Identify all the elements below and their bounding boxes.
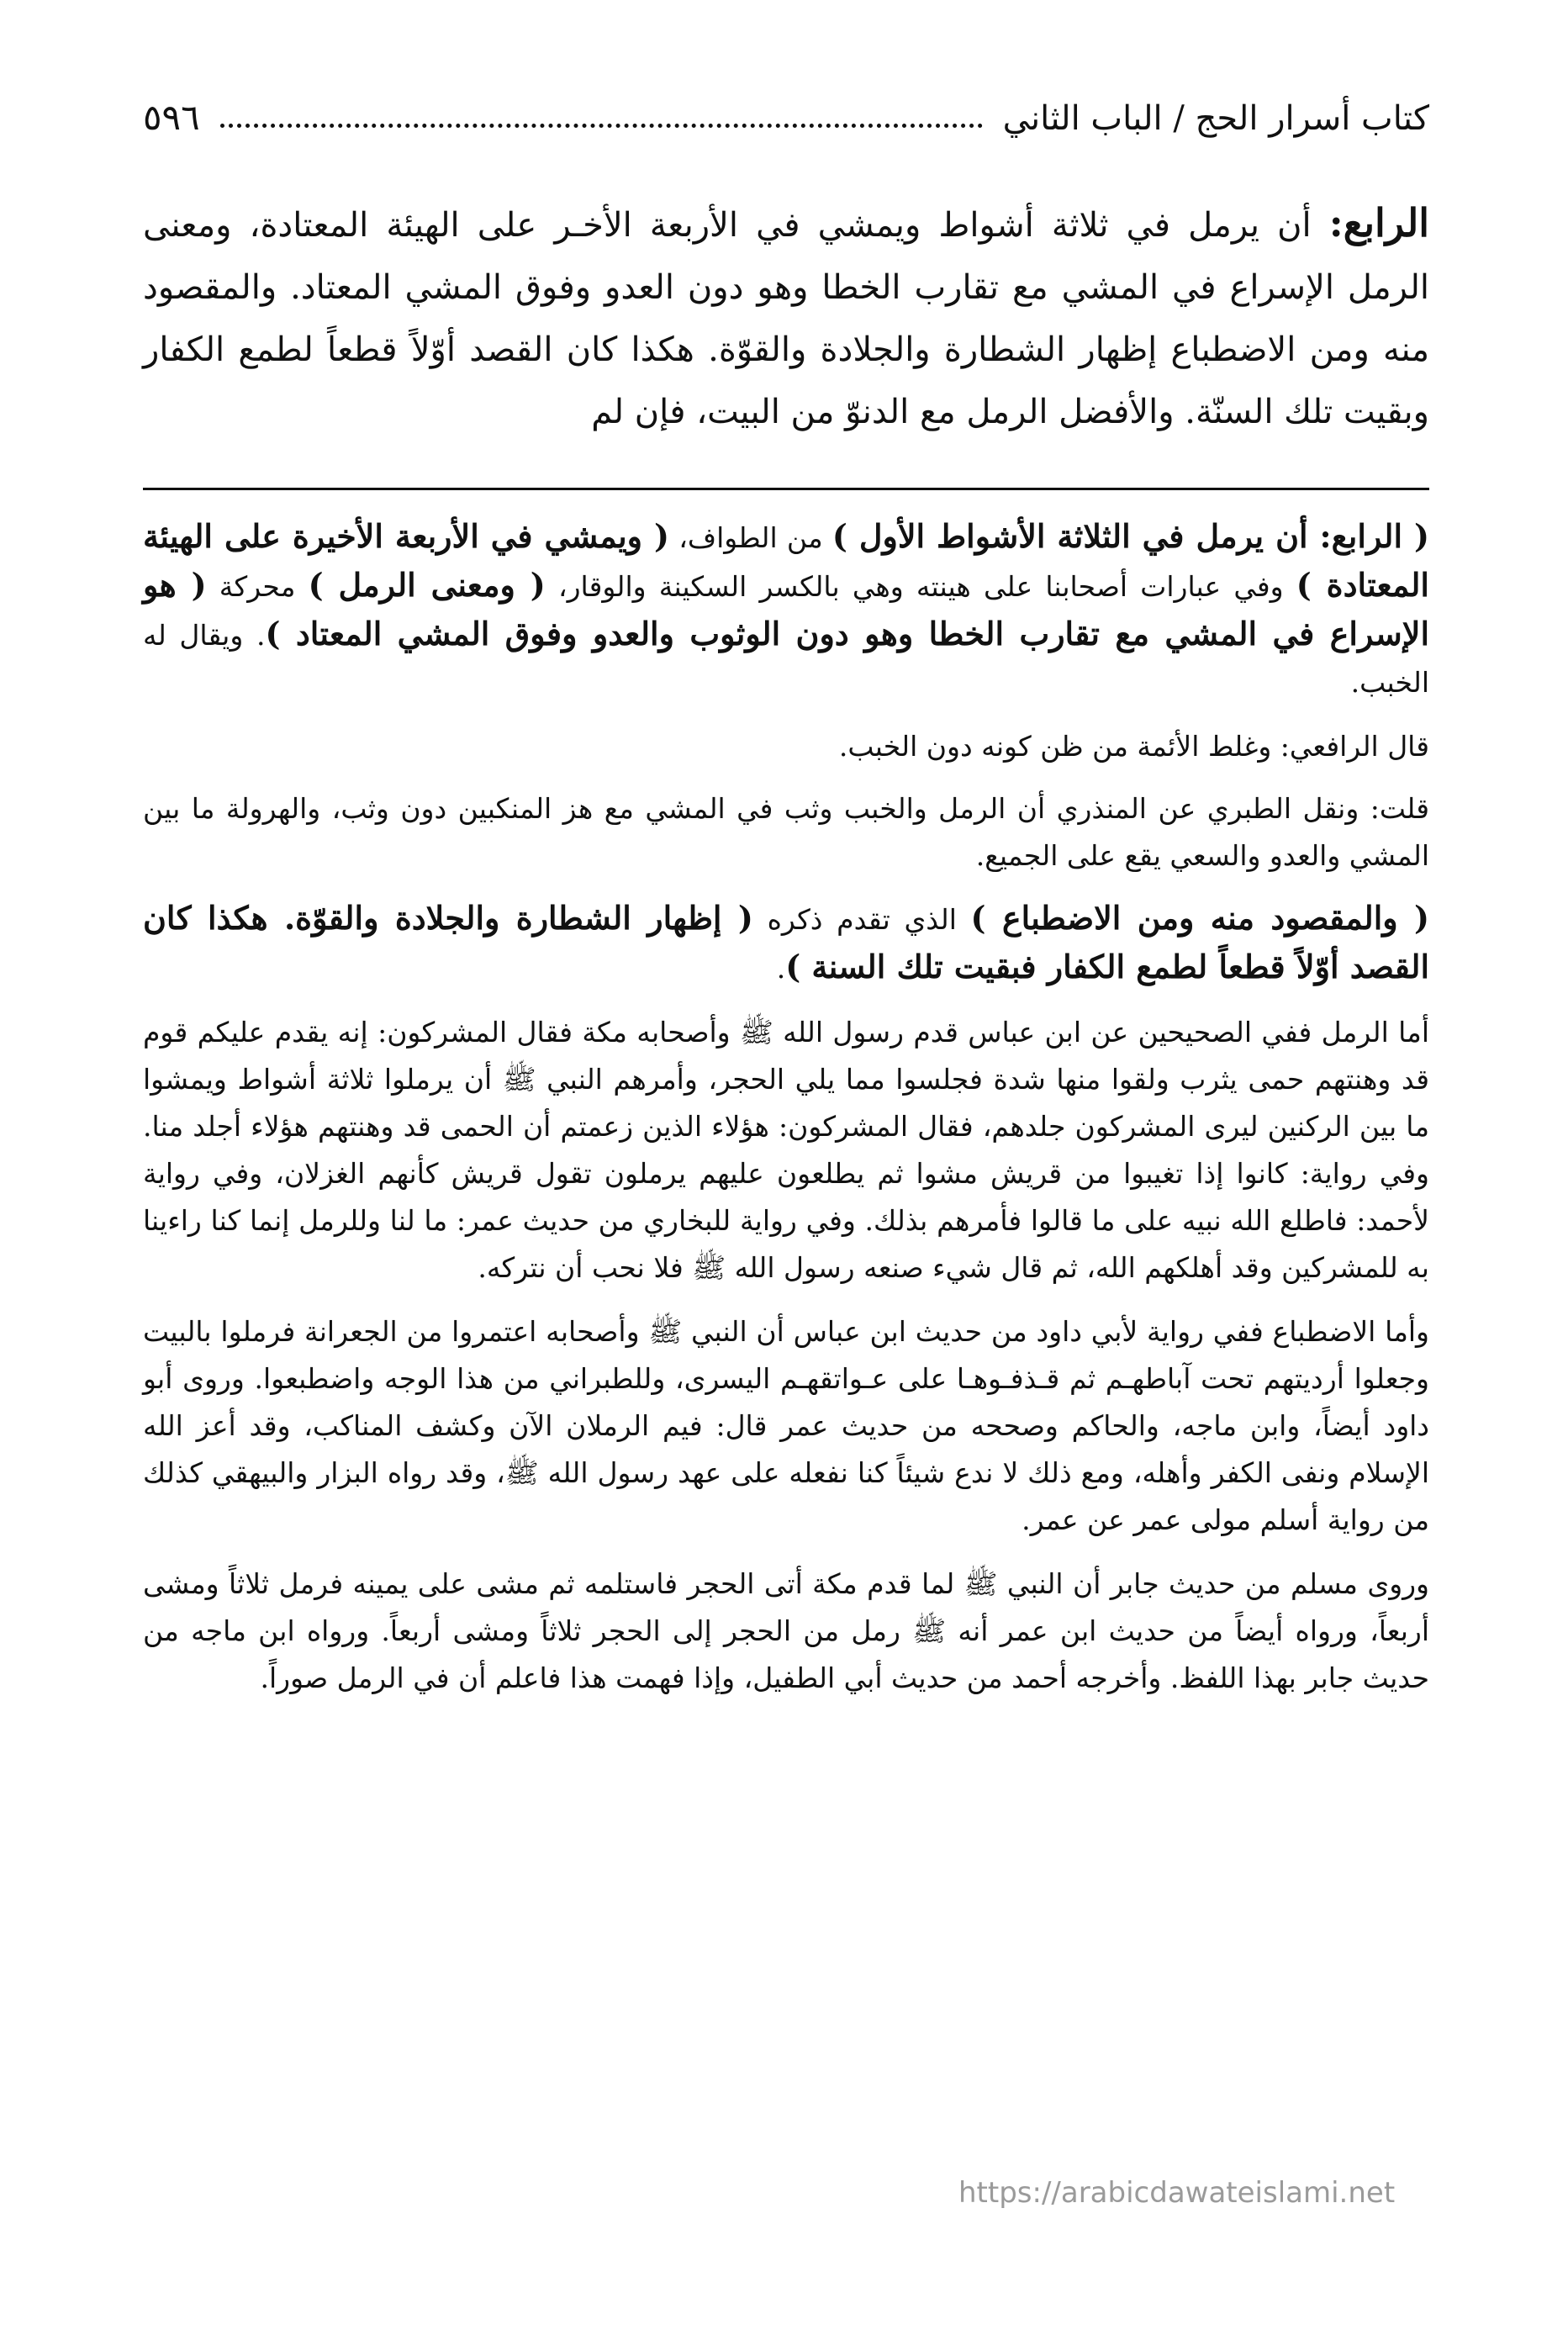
commentary-paragraph-7: وروى مسلم من حديث جابر أن النبي ﷺ لما قدم مكة أتى الحجر فاستلمه ثم مشى على يمينه فرمل ثلاثاً ومشى أربعاً، ورواه أيضاً من حديث ابن عمر أنه ﷺ رمل من الحجر إلى الحجر ثلاثاً ومشى أربعاً. ورواه ابن ماجه من حديث جابر بهذا اللفظ. وأخرجه أحمد من حديث أبي الطفيل، وإذا فهمت هذا فاعلم أن في الرمل صوراً. <box>143 1567 1429 1694</box>
commentary-text: من الطواف، <box>669 521 832 554</box>
page-number: ٥٩٦ <box>143 97 200 138</box>
main-lead: الرابع: <box>1328 200 1429 246</box>
running-title: كتاب أسرار الحج / الباب الثاني <box>1002 99 1429 138</box>
commentary-paragraph-3: قلت: ونقل الطبري عن المنذري أن الرمل والخبب وثب في المشي مع هز المنكبين دون وثب، والهرولة ما بين المشي والعدو والسعي يقع على الجميع. <box>143 792 1429 872</box>
commentary-paragraph-4 <box>143 895 1429 992</box>
main-text <box>143 192 1429 443</box>
header-dotted-leader <box>220 124 983 128</box>
quoted-text: ( الرابع: أن يرمل في الثلاثة الأشواط الأول ) <box>832 517 1430 555</box>
commentary <box>143 513 1429 1719</box>
commentary-text: محركة <box>206 570 309 603</box>
commentary-text: وفي عبارات أصحابنا على هينته وهي بالكسر السكينة والوقار، <box>545 570 1296 603</box>
quoted-text: ( والمقصود منه ومن الاضطباع ) <box>970 899 1430 937</box>
commentary-text: الذي تقدم ذكره <box>752 903 971 936</box>
commentary-paragraph-6: وأما الاضطباع ففي رواية لأبي داود من حديث ابن عباس أن النبي ﷺ وأصحابه اعتمروا من الجعرانة فرملوا بالبيت وجعلوا أرديتهم تحت آباطهـم ثم قـذفـوهـا على عـواتقهـم اليسرى، وللطبراني من هذا الوجه واضطبعوا. وروى أبو داود أيضاً، وابن ماجه، والحاكم وصححه من حديث عمر قال: فيم الرملان الآن وكشف المناكب، وقد أعز الله الإسلام ونفى الكفر وأهله، ومع ذلك لا ندع شيئاً كنا نفعله على عهد رسول الله ﷺ، وقد رواه البزار والبيهقي كذلك من رواية أسلم مولى عمر عن عمر. <box>143 1315 1429 1536</box>
main-paragraph <box>143 192 1429 443</box>
quoted-text: ( هو الإسراع في المشي مع تقارب الخطا وهو دون الوثوب والعدو وفوق المشي المعتاد ) <box>143 566 1429 652</box>
commentary-paragraph-2: قال الرافعي: وغلط الأئمة من ظن كونه دون الخبب. <box>838 730 1429 763</box>
main-body: أن يرمل في ثلاثة أشواط ويمشي في الأربعة الأخـر على الهيئة المعتادة، ومعنى الرمل الإسراع في المشي مع تقارب الخطا وهو دون العدو وفوق المشي المعتاد. والمقصود منه ومن الاضطباع إظهار الشطارة والجلادة والقوّة. هكذا كان القصد أوّلاً قطعاً لطمع الكفار وبقيت تلك السنّة. والأفضل الرمل مع الدنوّ من البيت، فإن لم <box>143 206 1429 431</box>
commentary-paragraph-5: أما الرمل ففي الصحيحين عن ابن عباس قدم رسول الله ﷺ وأصحابه مكة فقال المشركون: إنه يقدم عليكم قوم قد وهنتهم حمى يثرب ولقوا منها شدة فجلسوا مما يلي الحجر، وأمرهم النبي ﷺ أن يرملوا ثلاثة أشواط ويمشوا ما بين الركنين ليرى المشركون جلدهم، فقال المشركون: هؤلاء الذين زعمتم أن الحمى قد وهنتهم هؤلاء أجلد منا. وفي رواية: كانوا إذا تغيبوا من قريش مشوا ثم يطلعون عليهم يرملون تقول قريش كأنهم الغزلان، وفي رواية لأحمد: فاطلع الله نبيه على ما قالوا فأمرهم بذلك. وفي رواية للبخاري من حديث عمر: ما لنا وللرمل إنما كنا راءينا به للمشركين وقد أهلكهم الله، ثم قال شيء صنعه رسول الله ﷺ فلا نحب أن نتركه. <box>143 1016 1429 1284</box>
quoted-text: ( إظهار الشطارة والجلادة والقوّة. هكذا كان القصد أوّلاً قطعاً لطمع الكفار فبقيت تلك السنة ) <box>143 899 1429 985</box>
quoted-text: ( ويمشي في الأربعة الأخيرة على الهيئة المعتادة ) <box>143 517 1429 604</box>
watermark-url: https://arabicdawateislami.net <box>958 2176 1396 2210</box>
page-header <box>143 87 1429 138</box>
section-divider <box>143 488 1429 490</box>
commentary-paragraph-1 <box>143 513 1429 706</box>
quoted-text: ( ومعنى الرمل ) <box>308 566 546 604</box>
commentary-text: . ويقال له الخبب. <box>143 619 1429 699</box>
commentary-text: . <box>776 952 786 985</box>
